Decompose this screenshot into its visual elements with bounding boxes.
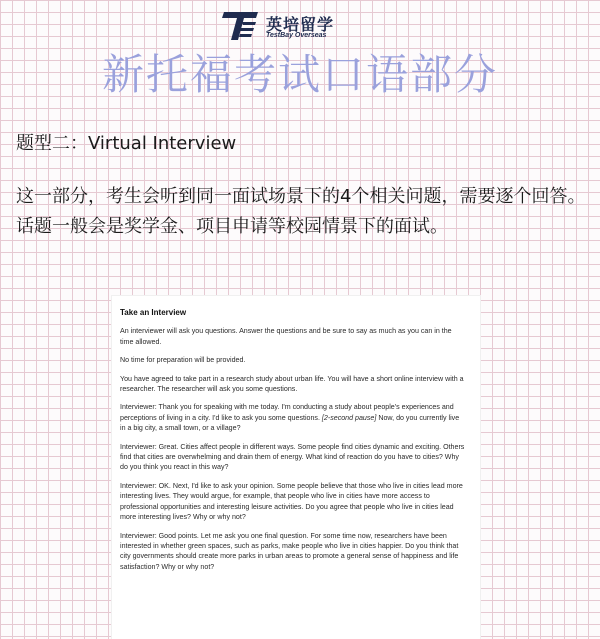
instruction-paragraph: An interviewer will ask you questions. Answer the questions and be sure to say as much as you can in the time allowed. [120, 327, 452, 346]
preparation-note: No time for preparation will be provided. [120, 356, 246, 365]
interviewer-question-1 [120, 402, 466, 433]
section-description: 这一部分，考生会听到同一面试场景下的4个相关问题，需要逐个回答。话题一般会是奖学金、项目申请等校园情景下的面试。 [16, 186, 586, 237]
page-title: 新托福考试口语部分 [101, 50, 498, 99]
interviewer-question-2: Interviewer: Great. Cities affect people in different ways. Some people find cities dynamic and exciting. Others find that cities are overwhelming and drain them of energy. What kind of reaction do you have to cities? Why do you think you react in this way? [120, 442, 465, 472]
interviewer-question-3: Interviewer: OK. Next, I'd like to ask your opinion. Some people believe that those who live in cities lead more interesting lives. They would argue, for example, that people who live in cities have more access to professional opportunities and interesting leisure activities. Do you agree that people who live in cities lead more interesting lives? Why or why not? [120, 481, 463, 522]
document-heading: Take an Interview [120, 308, 187, 317]
question-type-label: 题型二：Virtual Interview [16, 133, 237, 154]
brand-name-cn: 英培留学 [266, 15, 335, 34]
brand-name-en: TestBay Overseas [266, 32, 327, 39]
sample-task-document [112, 296, 480, 639]
testbay-logo-icon [222, 10, 260, 42]
brand-logo [222, 10, 382, 44]
pause-note: [2-second pause] [321, 413, 377, 422]
context-paragraph: You have agreed to take part in a research study about urban life. You will have a short online interview with a researcher. The researcher will ask you some questions. [120, 374, 464, 394]
question-1-text-end: Now, do you currently live in a big city, a small town, or a village? [120, 413, 460, 433]
question-1-text: Interviewer: Thank you for speaking with me today. I'm conducting a study about people's experiences and perceptions of living in a city. I'd like to ask you some questions. [120, 403, 454, 422]
interviewer-question-4: Interviewer: Good points. Let me ask you one final question. For some time now, researchers have been interested in whether green spaces, such as parks, make people who live in cities happier. Do you think that city governments should create more parks in urban areas to promote a general sense of happiness and life satisfaction? Why or why not? [120, 531, 459, 571]
